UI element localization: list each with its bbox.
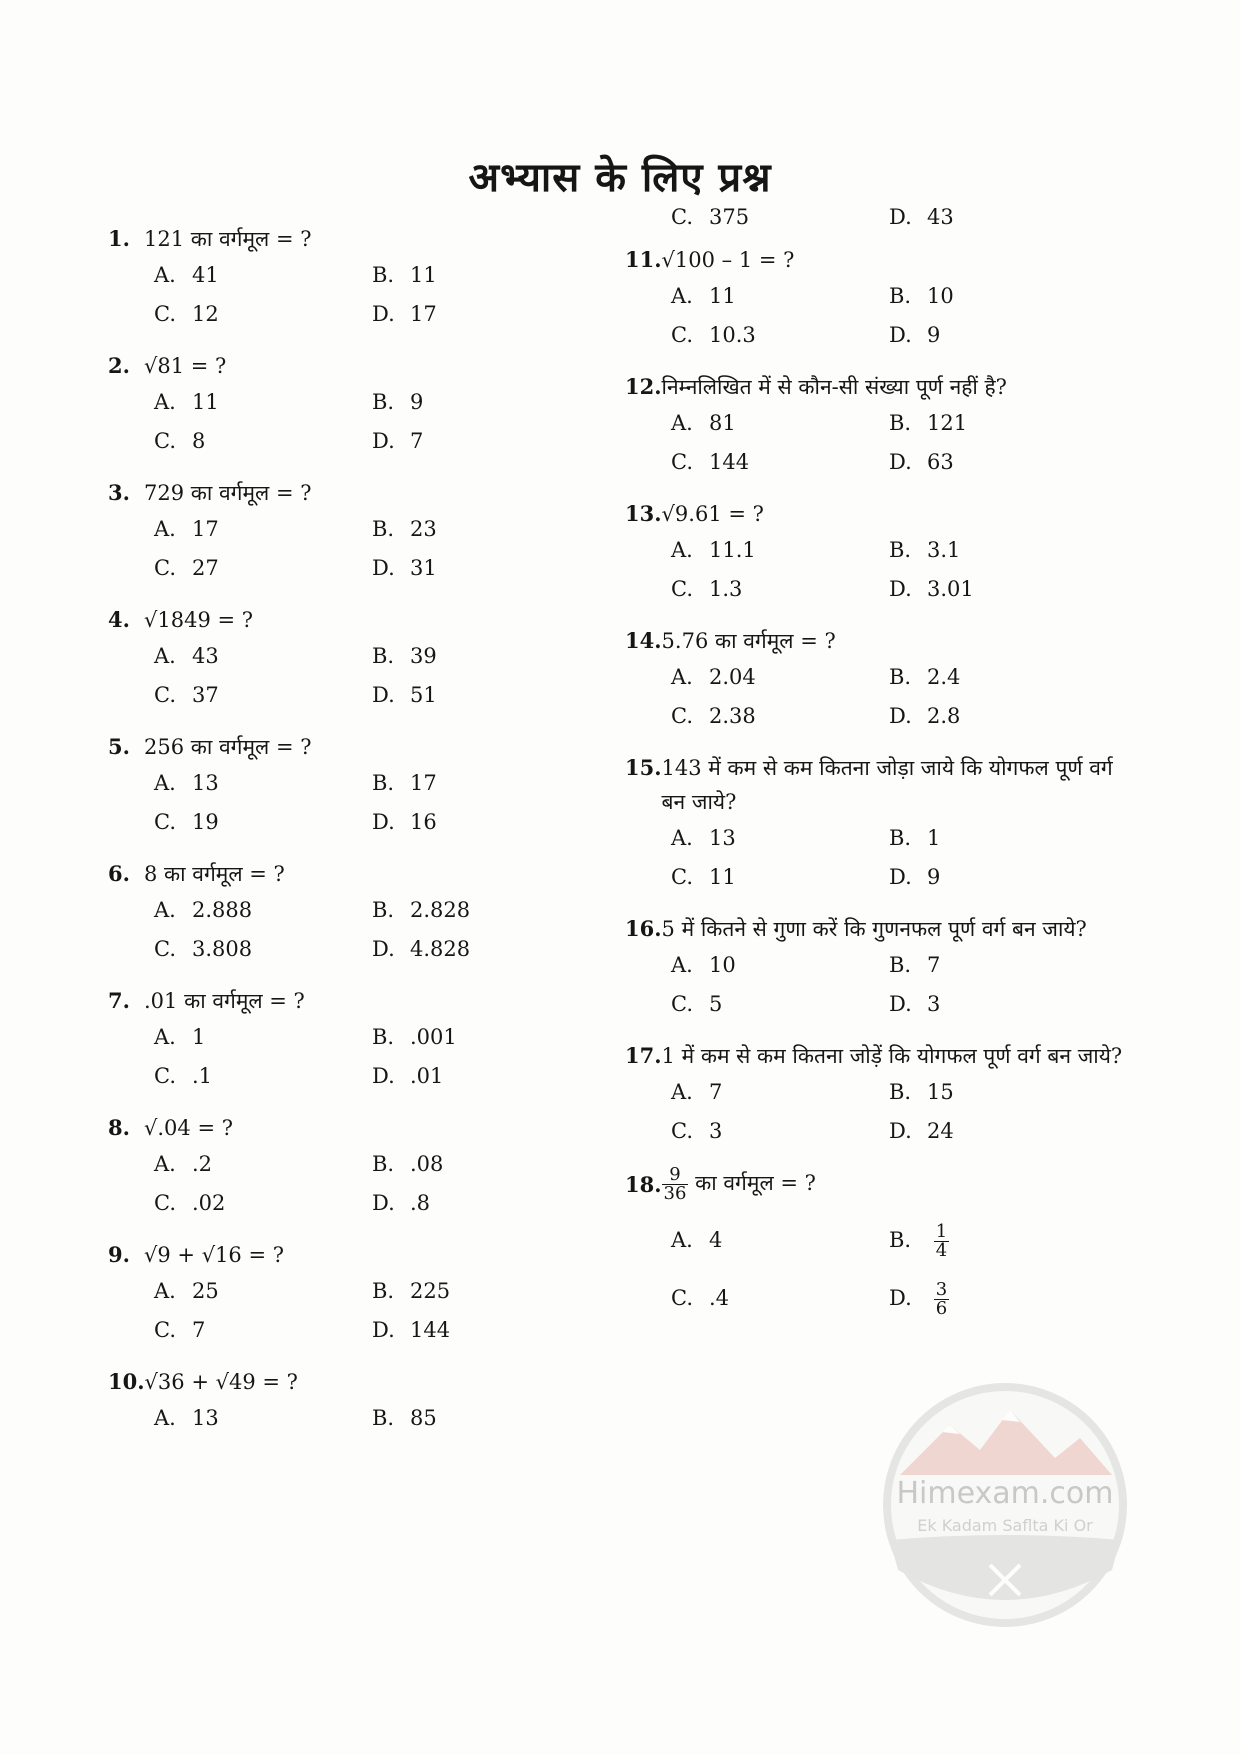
option-c: C. 37 — [154, 683, 219, 707]
question-13 — [625, 497, 1125, 609]
option-a: A. 4 — [671, 1228, 723, 1252]
question-3 — [108, 476, 578, 588]
question-text: √9.61 = ? — [661, 502, 764, 526]
options — [625, 1073, 1125, 1151]
options — [108, 256, 578, 334]
option-d: D. 3.01 — [889, 577, 974, 601]
option-c: C. 7 — [154, 1318, 206, 1342]
option-b: B. 7 — [889, 953, 941, 977]
question-11 — [625, 243, 1125, 355]
options — [108, 1399, 578, 1438]
question-number: 14. — [625, 628, 662, 653]
question-text: √81 = ? — [144, 354, 227, 378]
question-12 — [625, 370, 1125, 482]
question-number: 18. — [625, 1171, 662, 1197]
option-d: D. 17 — [372, 302, 437, 326]
question-18 — [625, 1166, 1125, 1327]
option-a: A. 25 — [154, 1279, 219, 1303]
option-a: A. 11 — [671, 284, 736, 308]
option-c: C. .4 — [671, 1286, 730, 1310]
option-a: A. 7 — [671, 1080, 723, 1104]
options — [108, 764, 578, 842]
question-4 — [108, 603, 578, 715]
question-number: 13. — [625, 501, 662, 526]
options — [108, 891, 578, 969]
option-d: D. 7 — [372, 429, 424, 453]
option-d: D. 24 — [889, 1119, 954, 1143]
options — [108, 637, 578, 715]
option-c: C. 144 — [671, 450, 750, 474]
option-a: A. 81 — [671, 411, 736, 435]
question-8 — [108, 1111, 578, 1223]
question-text: √.04 = ? — [144, 1116, 233, 1140]
question-number: 10. — [108, 1369, 145, 1394]
question-10 — [108, 1365, 578, 1438]
question-9 — [108, 1238, 578, 1350]
question-text: 5 में कितने से गुणा करें कि गुणनफल पूर्ण वर्ग बन जाये? — [661, 917, 1087, 941]
question-text: 729 का वर्गमूल = ? — [144, 481, 312, 505]
option-d: D. $\frac{3}{6}$ — [889, 1279, 948, 1319]
question-number: 12. — [625, 374, 662, 399]
question-number: 2. — [108, 353, 130, 378]
option-d: D. 9 — [889, 865, 941, 889]
option-c: C. 1.3 — [671, 577, 743, 601]
question-text: √1849 = ? — [144, 608, 254, 632]
option-d: D. 31 — [372, 556, 437, 580]
option-a: A. 13 — [154, 771, 219, 795]
question-text: 1 में कम से कम कितना जोड़ें कि योगफल पूर्ण वर्ग बन जाये? — [661, 1044, 1123, 1068]
options — [625, 277, 1125, 355]
option-b: B. .08 — [372, 1152, 444, 1176]
option-d: D. .8 — [372, 1191, 431, 1215]
left-column — [108, 222, 578, 1453]
question-number: 15. — [625, 755, 662, 780]
option-a: A. 13 — [154, 1406, 219, 1430]
option-a: A. 17 — [154, 517, 219, 541]
option-a: A. 43 — [154, 644, 219, 668]
option-b: B. $\frac{1}{4}$ — [889, 1221, 948, 1261]
option-b: B. 2.4 — [889, 665, 961, 689]
option-b: B. 15 — [889, 1080, 954, 1104]
question-number: 1. — [108, 226, 130, 251]
option-b: B. .001 — [372, 1025, 457, 1049]
question-10-continued — [625, 198, 1125, 237]
question-text: .01 का वर्गमूल = ? — [144, 989, 305, 1013]
option-d: D. 16 — [372, 810, 437, 834]
option-b: B. 11 — [372, 263, 437, 287]
fraction: $\frac{3}{6}$ — [935, 1279, 948, 1319]
option-b: B. 225 — [372, 1279, 451, 1303]
options — [108, 510, 578, 588]
options — [625, 531, 1125, 609]
question-16 — [625, 912, 1125, 1024]
question-6 — [108, 857, 578, 969]
option-d: D. .01 — [372, 1064, 444, 1088]
option-b: B. 10 — [889, 284, 954, 308]
question-number: 17. — [625, 1043, 662, 1068]
option-b: B. 17 — [372, 771, 437, 795]
option-c: C. 8 — [154, 429, 206, 453]
option-d: D. 4.828 — [372, 937, 471, 961]
option-d: D. 3 — [889, 992, 941, 1016]
question-list-right — [625, 243, 1125, 1151]
option-b: B. 2.828 — [372, 898, 471, 922]
options — [625, 1211, 1125, 1327]
question-text: 143 में कम से कम कितना जोड़ा जाये कि योगफल पूर्ण वर्ग बन जाये? — [661, 756, 1113, 814]
question-number: 7. — [108, 988, 130, 1013]
option-d: D. 63 — [889, 450, 954, 474]
option-d: D. 51 — [372, 683, 437, 707]
option-d: D. 9 — [889, 323, 941, 347]
option-c: C. 375 — [671, 205, 750, 229]
option-b: B. 85 — [372, 1406, 437, 1430]
option-c: C. 3.808 — [154, 937, 253, 961]
watermark-tagline: Ek Kadam Saflta Ki Or — [917, 1516, 1093, 1535]
question-text: √9 + √16 = ? — [144, 1243, 284, 1267]
option-c: C. .02 — [154, 1191, 226, 1215]
options — [108, 1145, 578, 1223]
question-7 — [108, 984, 578, 1096]
option-b: B. 121 — [889, 411, 968, 435]
option-b: B. 9 — [372, 390, 424, 414]
question-2 — [108, 349, 578, 461]
option-d: D. 43 — [889, 205, 954, 229]
option-a: A. 13 — [671, 826, 736, 850]
options — [108, 1018, 578, 1096]
option-a: A. 11 — [154, 390, 219, 414]
question-17 — [625, 1039, 1125, 1151]
option-c: C. 10.3 — [671, 323, 756, 347]
option-b: B. 1 — [889, 826, 941, 850]
option-a: A. 2.04 — [671, 665, 756, 689]
option-a: A. 1 — [154, 1025, 206, 1049]
option-a: A. 41 — [154, 263, 219, 287]
right-column — [625, 198, 1125, 1342]
option-c: C. .1 — [154, 1064, 213, 1088]
options — [625, 198, 1125, 237]
question-text: 5.76 का वर्गमूल = ? — [661, 629, 836, 653]
option-a: A. 2.888 — [154, 898, 253, 922]
question-number: 16. — [625, 916, 662, 941]
question-text: √100 – 1 = ? — [661, 248, 795, 272]
page-title: अभ्यास के लिए प्रश्न — [468, 155, 772, 201]
options — [625, 658, 1125, 736]
option-d: D. 144 — [372, 1318, 451, 1342]
options — [108, 383, 578, 461]
question-1 — [108, 222, 578, 334]
question-text: √36 + √49 = ? — [144, 1370, 298, 1394]
option-b: B. 39 — [372, 644, 437, 668]
question-text: 8 का वर्गमूल = ? — [144, 862, 285, 886]
option-c: C. 27 — [154, 556, 219, 580]
options — [625, 404, 1125, 482]
option-c: C. 2.38 — [671, 704, 756, 728]
question-number: 4. — [108, 607, 130, 632]
fraction: $\frac{1}{4}$ — [935, 1221, 948, 1261]
option-c: C. 3 — [671, 1119, 723, 1143]
question-list-left — [108, 222, 578, 1350]
option-b: B. 3.1 — [889, 538, 961, 562]
option-c: C. 19 — [154, 810, 219, 834]
question-number: 5. — [108, 734, 130, 759]
option-c: C. 12 — [154, 302, 219, 326]
question-number: 9. — [108, 1242, 130, 1267]
question-5 — [108, 730, 578, 842]
question-14 — [625, 624, 1125, 736]
question-number: 6. — [108, 861, 130, 886]
options — [625, 946, 1125, 1024]
options — [108, 1272, 578, 1350]
question-text: निम्नलिखित में से कौन-सी संख्या पूर्ण नहीं है? — [661, 375, 1007, 399]
options — [625, 819, 1125, 897]
option-d: D. 2.8 — [889, 704, 961, 728]
option-a: A. 11.1 — [671, 538, 756, 562]
option-b: B. 23 — [372, 517, 437, 541]
question-15 — [625, 751, 1125, 897]
fraction: $\frac{9}{36}$ — [663, 1164, 687, 1204]
option-a: A. 10 — [671, 953, 736, 977]
question-number: 11. — [625, 247, 662, 272]
option-c: C. 11 — [671, 865, 736, 889]
question-text: 256 का वर्गमूल = ? — [144, 735, 312, 759]
option-a: A. .2 — [154, 1152, 213, 1176]
question-number: 8. — [108, 1115, 130, 1140]
watermark-logo — [880, 1380, 1130, 1630]
question-text: 121 का वर्गमूल = ? — [144, 227, 312, 251]
watermark-brand: Himexam.com — [896, 1476, 1114, 1511]
question-number: 3. — [108, 480, 130, 505]
question-text: का वर्गमूल = ? — [695, 1171, 816, 1195]
option-c: C. 5 — [671, 992, 723, 1016]
